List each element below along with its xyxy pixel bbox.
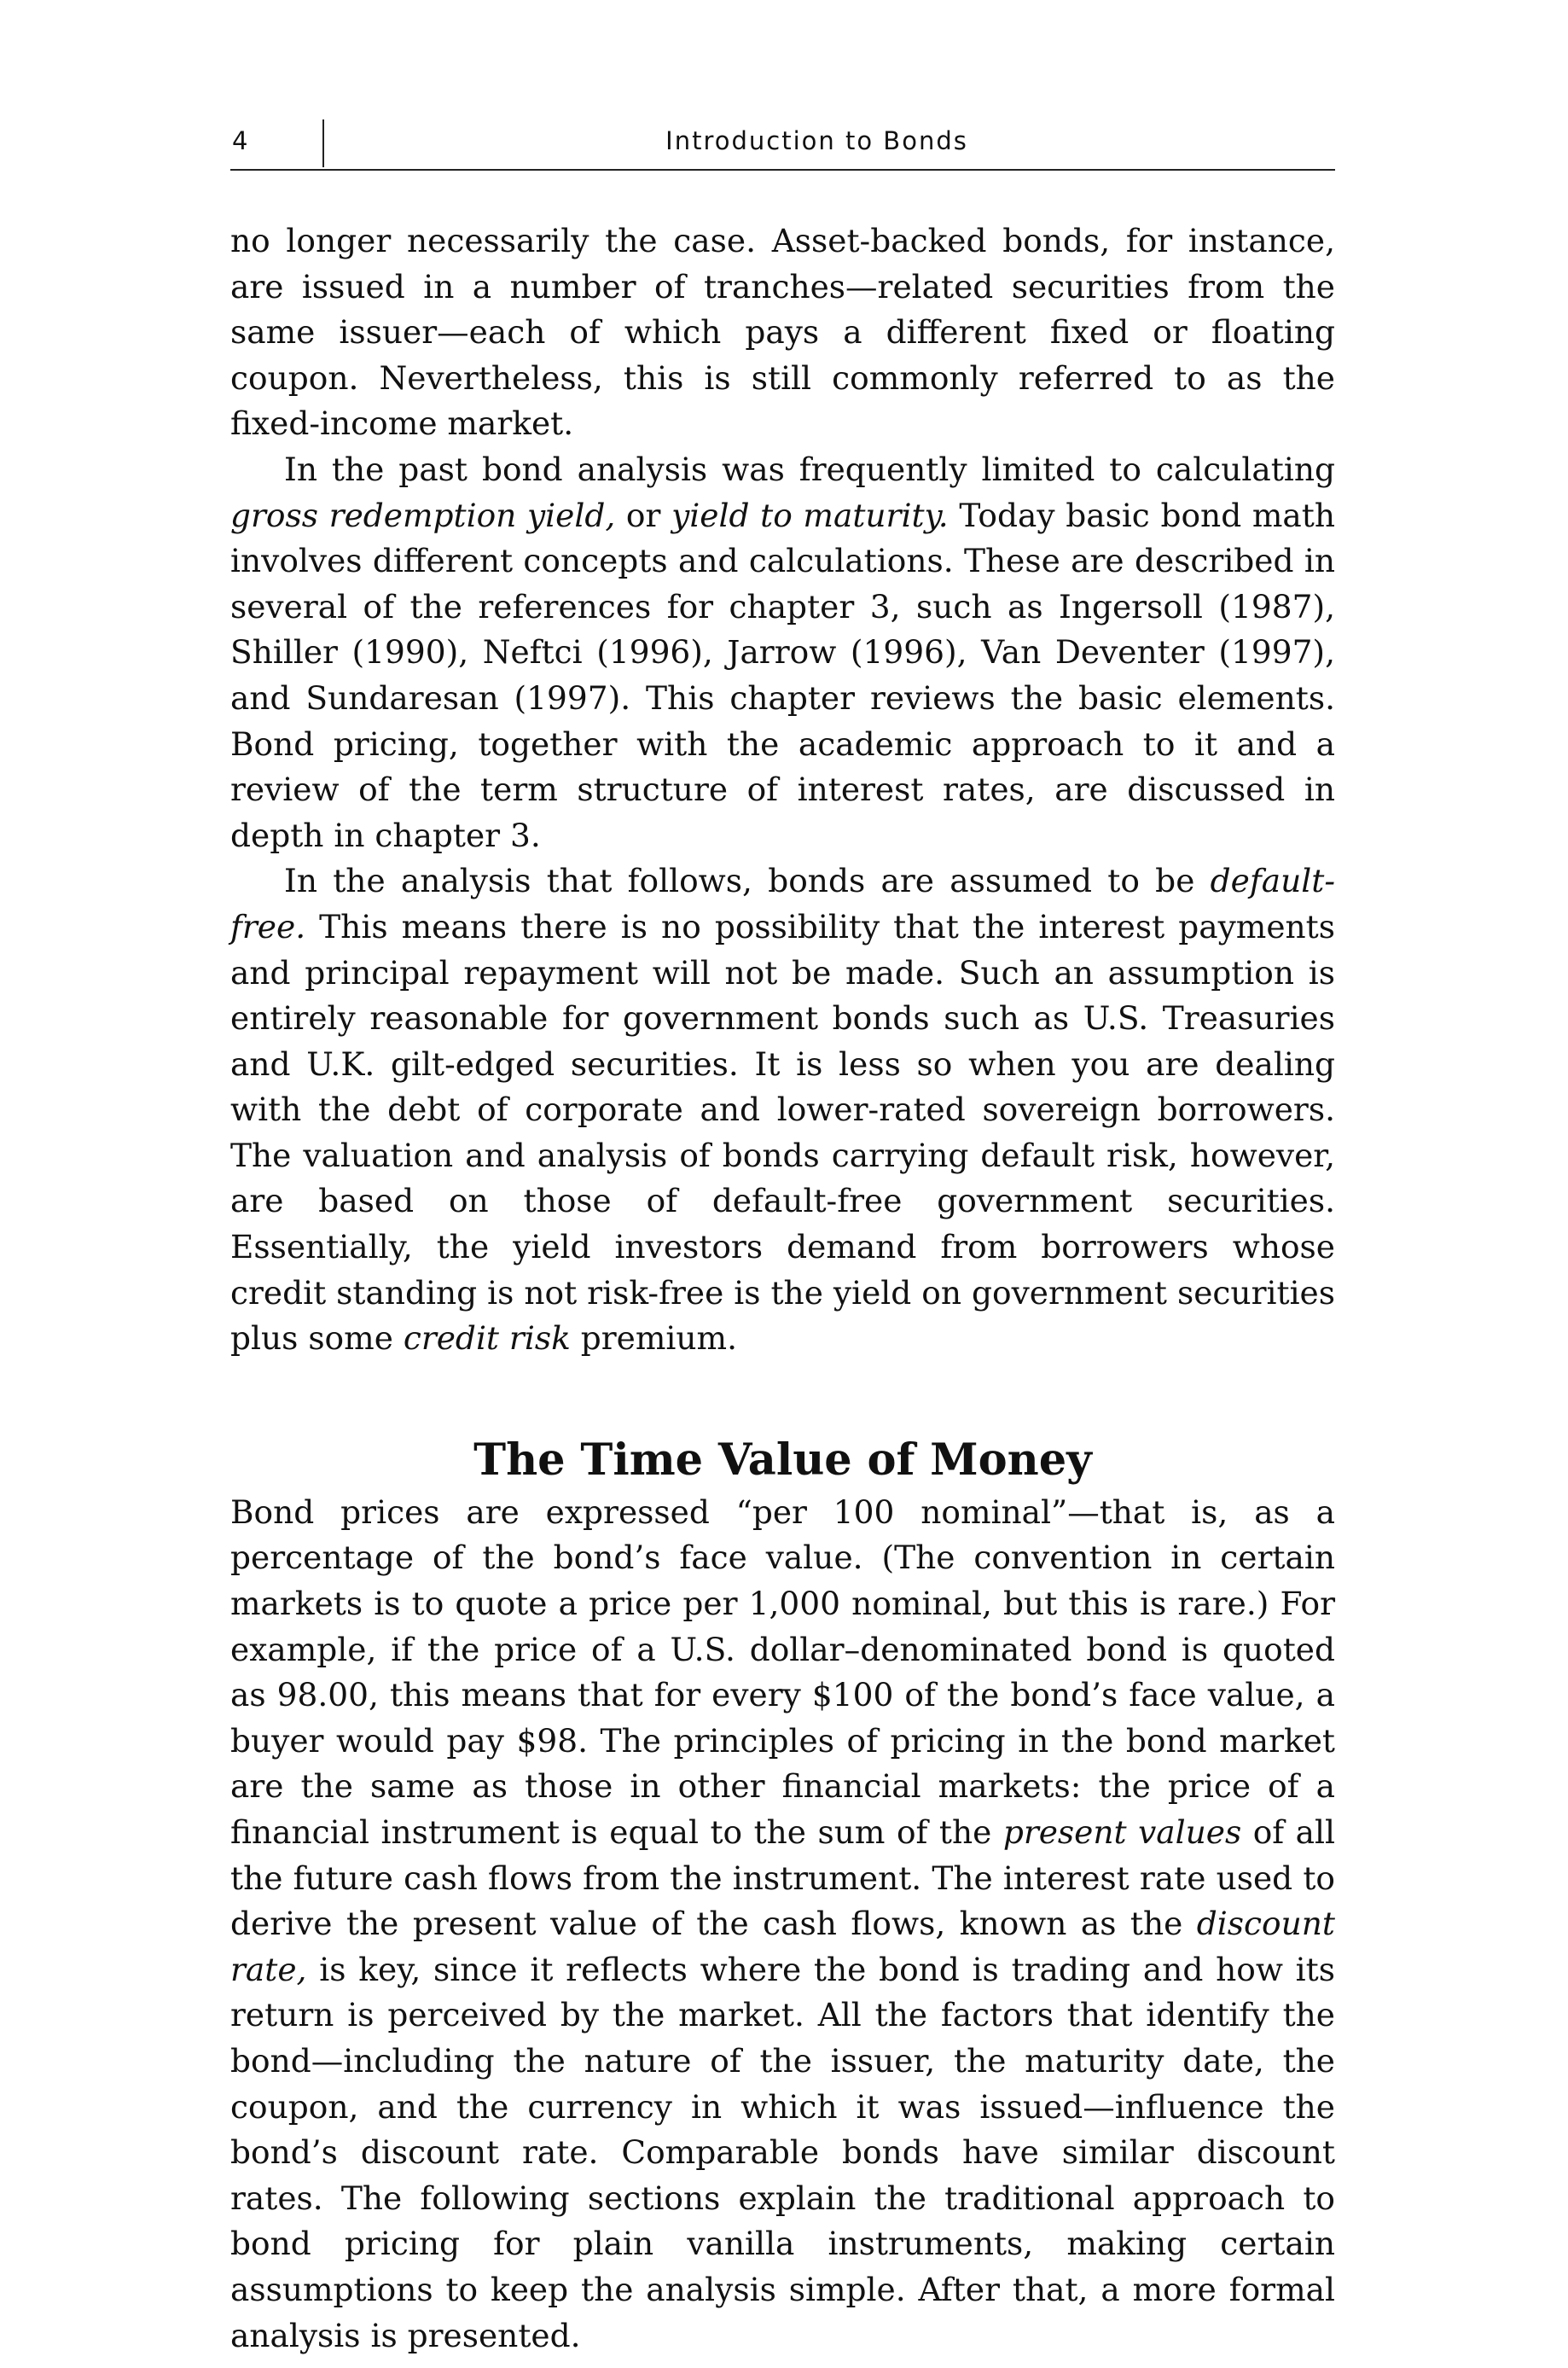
term-present-values: present values: [1002, 1813, 1242, 1851]
paragraph-3-text-1: In the analysis that follows, bonds are assumed to be: [284, 862, 1211, 900]
page-number: 4: [232, 126, 250, 155]
running-head: [230, 118, 1335, 171]
body-text: [230, 218, 1335, 2359]
term-credit-risk: credit risk: [403, 1319, 571, 1358]
paragraph-3-text-2: This means there is no possibility that the interest payments and principal repayment will not be made. Such an assumption is entirely reasonable for government bonds such as U.S. Treasuries and U.K. gilt-edged securities. It is less so when you are dealing with the debt of corporate and lower-rated sovereign borrowers. The valuation and analysis of bonds carrying default risk, however, are based on those of default-free government securities. Essentially, the yield investors demand from borrowers whose credit standing is not risk-free is the yield on government securities plus some: [230, 907, 1335, 1358]
section-text-1: Bond prices are expressed “per 100 nominal”—that is, as a percentage of the bond’s face value. (The convention in certain markets is to quote a price per 1,000 nominal, but this is rare.) For example, if the price of a U.S. dollar–denominated bond is quoted as 98.00, this means that for every $100 of the bond’s face value, a buyer would pay $98. The principles of pricing in the bond market are the same as those in other financial markets: the price of a financial instrument is equal to the sum of the: [230, 1492, 1335, 1851]
paragraph-2-text-1: In the past bond analysis was frequently limited to calculating: [284, 450, 1335, 488]
intro-paragraph: no longer necessarily the case. Asset-backed bonds, for instance, are issued in a number of tranches—related securities from the same issuer—each of which pays a different fixed or floating coupon. Nevertheless, this is still commonly referred to as the fixed-income market.: [230, 222, 1335, 443]
term-default-free: default-free.: [230, 862, 1335, 945]
paragraph-bond-analysis: [230, 447, 1335, 858]
paragraph-2-text-2: or: [615, 496, 672, 534]
running-head-title: Introduction to Bonds: [665, 126, 968, 155]
section-heading: The Time Value of Money: [473, 1434, 1092, 1486]
paragraph-default-free: [230, 858, 1335, 1362]
term-gross-redemption-yield: gross redemption yield,: [230, 496, 616, 534]
term-discount-rate: discount rate,: [230, 1905, 1335, 1988]
paragraph-time-value: [230, 1490, 1335, 2359]
section-text-2: of all the future cash flows from the instrument. The interest rate used to derive the present value of the cash flows, known as the: [230, 1813, 1336, 1943]
paragraph-2-text-3: Today basic bond math involves different concepts and calculations. These are described in several of the references for chapter 3, such as Ingersoll (1987), Shiller (1990), Neftci (1996), Jarrow (1996), Van Deventer (1997), and Sundaresan (1997). This chapter reviews the basic elements. Bond pricing, together with the academic approach to it and a review of the term structure of interest rates, are discussed in depth in chapter 3.: [230, 496, 1335, 854]
term-yield-to-maturity: yield to maturity.: [671, 496, 949, 534]
section-text-3: is key, since it reflects where the bond is trading and how its return is perceived by the market. All the factors that identify the bond—including the nature of the issuer, the maturity date, the coupon, and the currency in which it was issued—influence the bond’s discount rate. Comparable bonds have similar discount rates. The following sections explain the traditional approach to bond pricing for plain vanilla instruments, making certain assumptions to keep the analysis simple. After that, a more formal analysis is presented.: [230, 1950, 1335, 2354]
paragraph-3-text-3: premium.: [570, 1319, 738, 1358]
